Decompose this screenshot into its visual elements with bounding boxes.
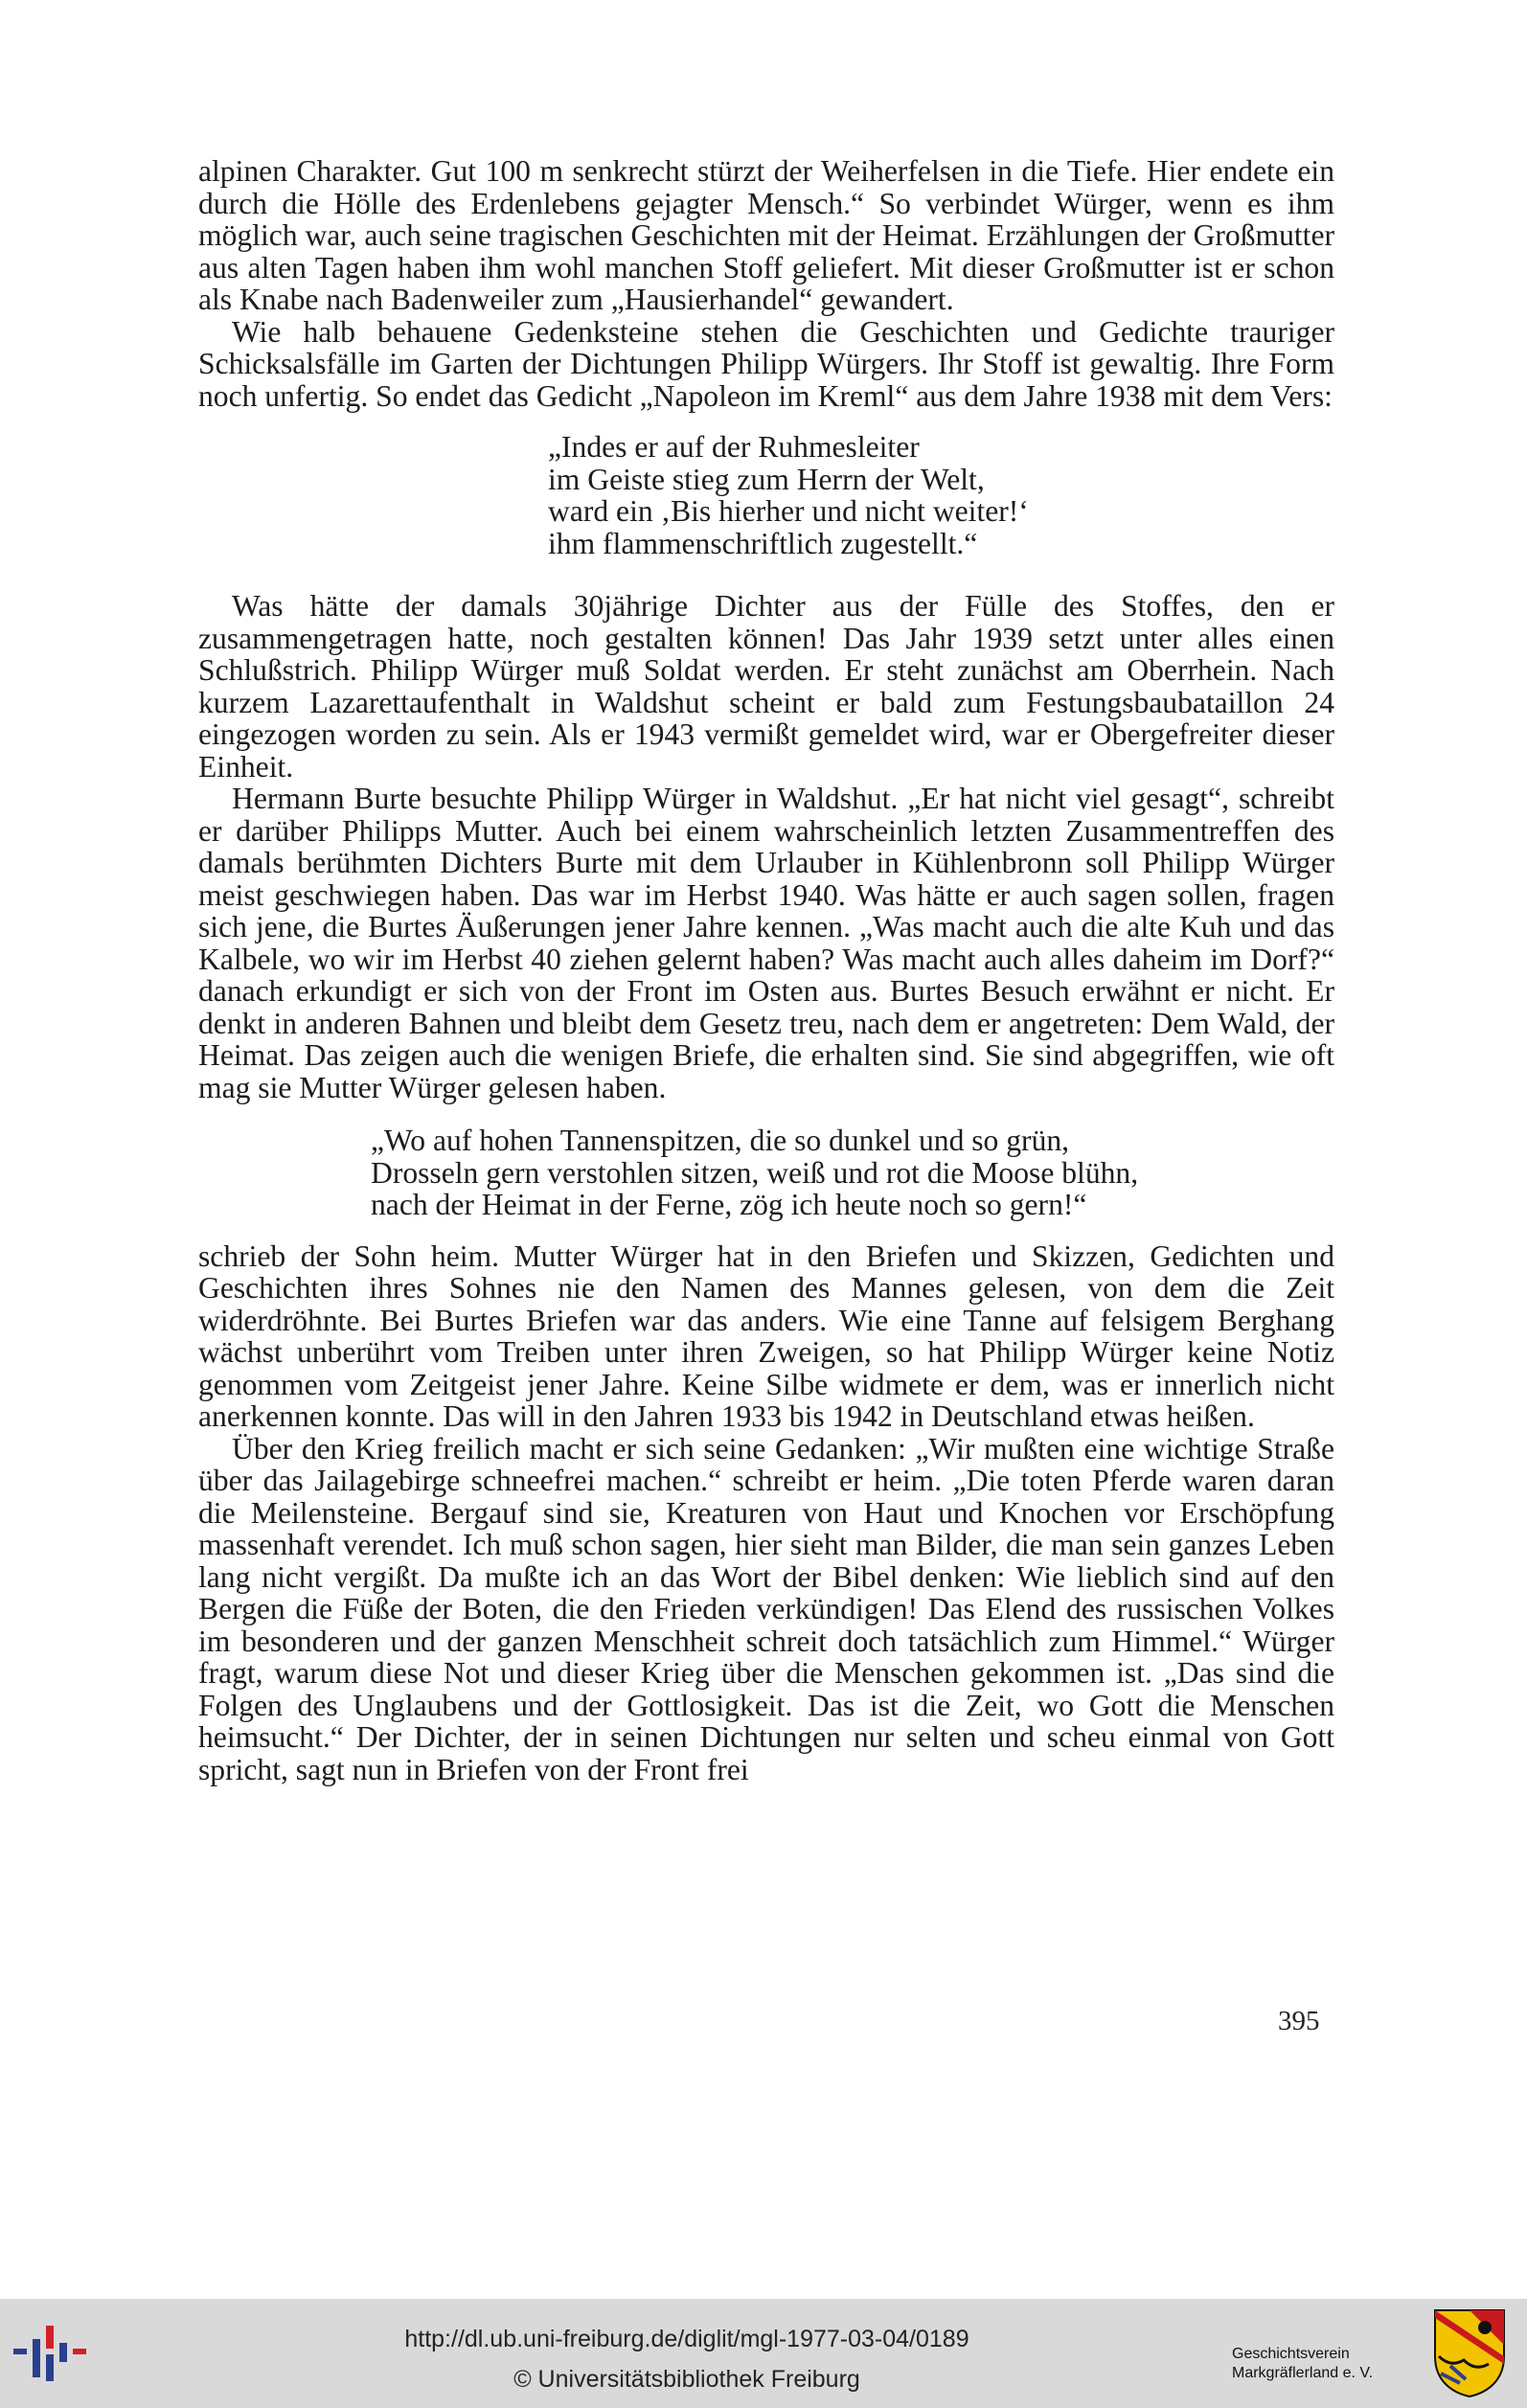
poem-quote <box>198 431 1334 559</box>
poem-line: Drosseln gern verstohlen sitzen, weiß und rot die Moose blühn, <box>371 1155 1139 1190</box>
paragraph: Hermann Burte besuchte Philipp Würger in Waldshut. „Er hat nicht viel gesagt“, schreibt er darüber Philipps Mutter. Auch bei einem wahrscheinlich letzten Zusammentreffen des damals berühmten Dichters Burte mit dem Urlauber in Kühlenbronn soll Philipp Würger meist geschwiegen haben. Das war im Herbst 1940. Was hätte er auch sagen sollen, fragen sich jene, die Burtes Äußerungen jener Jahre kennen. „Was macht auch die alte Kuh und das Kalbele, wo wir im Herbst 40 ziehen gelernt haben? Was macht auch alles daheim im Dorf?“ danach erkundigt er sich von der Front im Osten aus. Burtes Besuch erwähnt er nicht. Er denkt in anderen Bahnen und bleibt dem Gesetz treu, nach dem er angetreten: Dem Wald, der Heimat. Das zeigen auch die wenigen Briefe, die erhalten sind. Sie sind abgegriffen, wie oft mag sie Mutter Würger gelesen haben. <box>198 782 1334 1104</box>
poem-line: „Wo auf hohen Tannenspitzen, die so dunkel und so grün, <box>371 1124 1070 1157</box>
poem-line: ward ein ‚Bis hierher und nicht weiter!‘ <box>548 494 1029 528</box>
footer-bar <box>0 2299 1527 2408</box>
society-name-line: Markgräflerland e. V. <box>1232 2365 1374 2381</box>
page-number: 395 <box>1278 2006 1320 2036</box>
paragraph: Wie halb behauene Gedenksteine stehen die Geschichten und Gedichte trauriger Schicksalsfälle im Garten der Dichtungen Philipp Würgers. Ihr Stoff ist gewaltig. Ihre Form noch unfertig. So endet das Gedicht „Napoleon im Kreml“ aus dem Jahre 1938 mit dem Vers: <box>198 314 1334 413</box>
poem-quote <box>198 1124 1334 1221</box>
society-name-line: Geschichtsverein <box>1232 2346 1350 2362</box>
poem-line: ihm flammenschriftlich zugestellt.“ <box>548 526 978 560</box>
paragraph: Über den Krieg freilich macht er sich seine Gedanken: „Wir mußten eine wichtige Straße über das Jailagebirge schneefrei machen.“ schreibt er heim. „Die toten Pferde waren daran die Meilensteine. Bergauf sind sie, Kreaturen von Haut und Knochen vor Erschöpfung massenhaft verendet. Ich muß schon sagen, hier sieht man Bilder, die man sein ganzes Leben lang nicht vergißt. Da mußte ich an das Wort der Bibel denken: Wie lieblich sind auf den Bergen die Füße der Boten, die den Frieden verkündigen! Das Elend des russischen Volkes im besonderen und der ganzen Menschheit schreit doch tatsächlich zum Himmel.“ Würger fragt, warum diese Not und dieser Krieg über die Menschen gekommen ist. „Das sind die Folgen des Unglaubens und der Gottlosigkeit. Das ist die Zeit, wo Gott die Menschen heimsucht.“ Der Dichter, der in seinen Dichtungen nur selten und scheu einmal von Gott spricht, sagt nun in Briefen von der Front frei <box>198 1431 1334 1786</box>
poem-line: „Indes er auf der Ruhmesleiter <box>548 430 920 464</box>
paragraph: schrieb der Sohn heim. Mutter Würger hat in den Briefen und Skizzen, Gedichten und Geschichten ihres Sohnes nie den Namen des Mannes gelesen, von dem die Zeit widerdröhnte. Bei Burtes Briefen war das anders. Wie eine Tanne auf felsigem Berghang wächst unberührt vom Treiben unter ihren Zweigen, so hat Philipp Würger keine Notiz genommen vom Zeitgeist jener Jahre. Keine Silbe widmete er dem, was er innerlich nicht anerkennen konnte. Das will in den Jahren 1933 bis 1942 in Deutschland etwas heißen. <box>198 1238 1334 1433</box>
society-name <box>1232 2345 1373 2383</box>
poem-line: nach der Heimat in der Ferne, zög ich heute noch so gern!“ <box>371 1188 1087 1221</box>
paragraph: Was hätte der damals 30jährige Dichter aus der Fülle des Stoffes, den er zusammengetragen hatte, noch gestalten können! Das Jahr 1939 setzt unter alles einen Schlußstrich. Philipp Würger muß Soldat werden. Er steht zunächst am Oberrhein. Nach kurzem Lazarettaufenthalt in Waldshut scheint er bald zum Festungsbaubataillon 24 eingezogen worden zu sein. Als er 1943 vermißt gemeldet wird, war er Obergefreiter dieser Einheit. <box>198 589 1334 784</box>
copyright-notice: © Universitätsbibliothek Freiburg <box>513 2366 860 2393</box>
paragraph: alpinen Charakter. Gut 100 m senkrecht stürzt der Weiherfelsen in die Tiefe. Hier endete ein durch die Hölle des Erdenlebens gejagter Mensch.“ So verbindet Würger, wenn es ihm möglich war, auch seine tragischen Geschichten mit der Heimat. Erzählungen der Großmutter aus alten Tagen haben ihm wohl manchen Stoff geliefert. Mit dieser Großmutter ist er schon als Knabe nach Badenweiler zum „Hausierhandel“ gewandert. <box>198 154 1334 316</box>
source-url[interactable]: http://dl.ub.uni-freiburg.de/diglit/mgl-1977-03-04/0189 <box>404 2326 969 2352</box>
poem-line: im Geiste stieg zum Herrn der Welt, <box>548 462 985 496</box>
article-body <box>198 155 1334 1785</box>
coat-of-arms-icon <box>1431 2306 1508 2398</box>
